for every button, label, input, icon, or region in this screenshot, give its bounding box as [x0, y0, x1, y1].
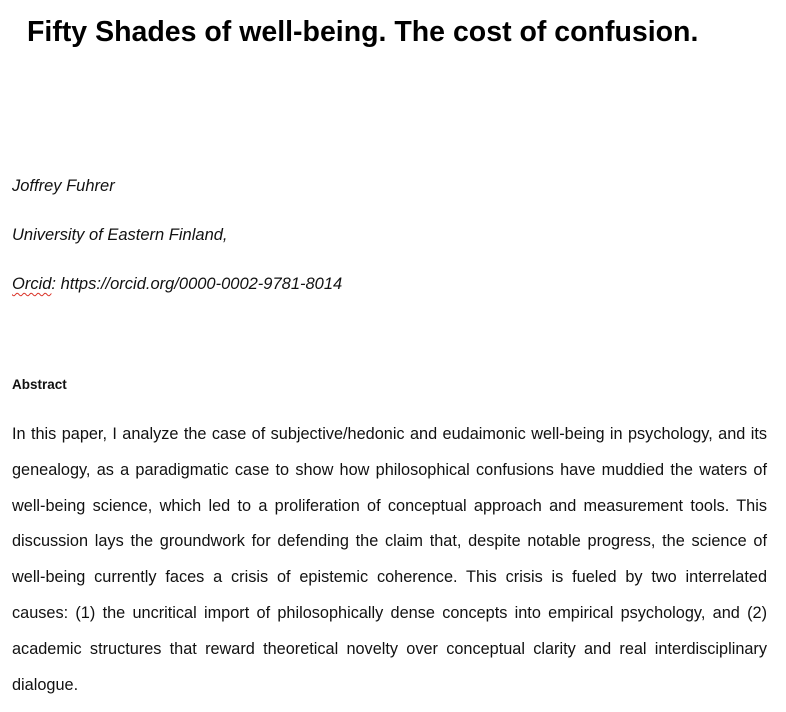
abstract-body: In this paper, I analyze the case of subjective/hedonic and eudaimonic well-being in psychology, and its genealogy, as a paradigmatic case to show how philosophical confusions have muddied the waters of well-being science, which led to a proliferation of conceptual approach and measurement tools. This discussion lays the groundwork for defending the claim that, despite notable progress, the science of well-being currently faces a crisis of epistemic coherence. This crisis is fueled by two interrelated causes: (1) the uncritical import of philosophically dense concepts into empirical psychology, and (2) academic structures that reward theoretical novelty over conceptual clarity and real interdisciplinary dialogue.	[12, 425, 767, 694]
orcid-url: : https://orcid.org/0000-0002-9781-8014	[51, 275, 343, 293]
document-title: Fifty Shades of well-being. The cost of confusion.	[27, 16, 699, 48]
orcid-label: Orcid	[12, 275, 52, 293]
author-affiliation: University of Eastern Finland,	[12, 226, 228, 244]
abstract-heading: Abstract	[12, 377, 67, 392]
orcid-line	[12, 273, 342, 295]
author-name: Joffrey Fuhrer	[12, 177, 115, 195]
